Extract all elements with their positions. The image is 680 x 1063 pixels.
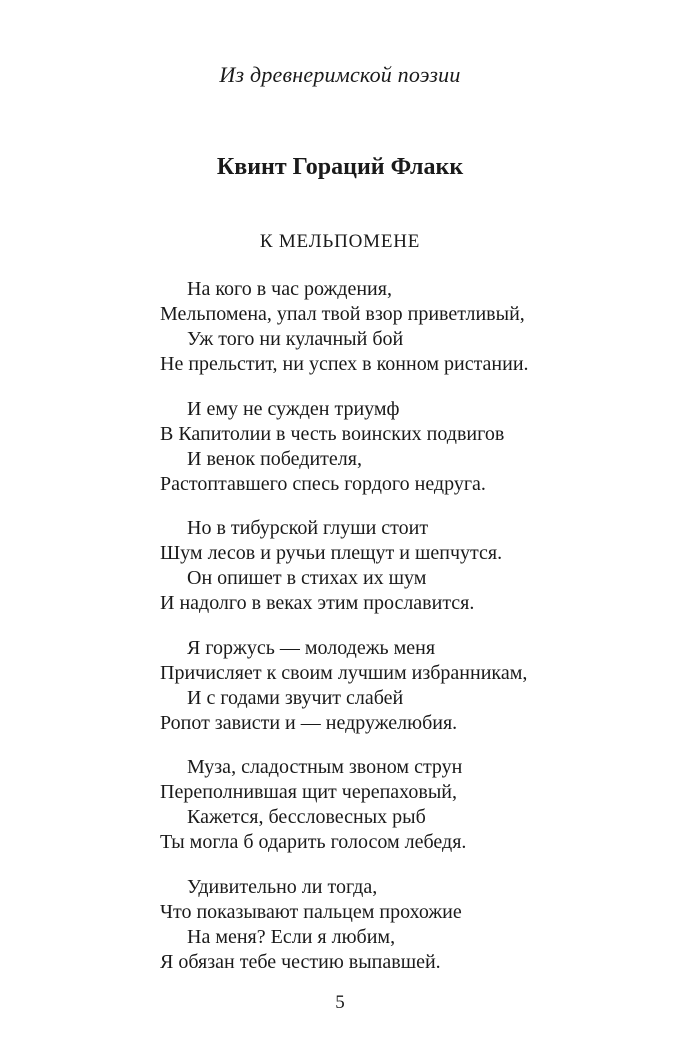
poem-line: Я обязан тебе честию выпавшей. (160, 950, 441, 973)
stanza-1 (160, 277, 660, 377)
poem-line: На меня? Если я любим, (187, 925, 396, 948)
poem-line: Я горжусь — молодежь меня (187, 636, 436, 659)
poem-line: На кого в час рождения, (187, 278, 392, 300)
poem-line: Растоптавшего спесь гордого недруга. (160, 472, 486, 495)
poem-line: Мельпомена, упал твой взор приветливый, (160, 303, 525, 325)
poem-line: И надолго в веках этим прославится. (160, 592, 475, 614)
stanza-4 (160, 636, 660, 736)
author-heading: Квинт Гораций Флакк (216, 154, 464, 180)
poem-line: Муза, сладостным звоном струн (187, 756, 463, 778)
poem-title: К МЕЛЬПОМЕНЕ (259, 231, 421, 252)
stanza-2 (160, 397, 660, 497)
stanza-6 (160, 875, 660, 975)
page-number: 5 (335, 992, 345, 1013)
poem-line: Причисляет к своим лучшим избранникам, (160, 661, 528, 684)
poem-line: Не прельстит, ни успех в конном ристании. (160, 353, 529, 375)
poem-line: Шум лесов и ручьи плещут и шепчутся. (160, 542, 503, 564)
poem-line: Переполнившая щит черепаховый, (160, 781, 458, 803)
poem-line: Что показывают пальцем прохожие (160, 900, 462, 923)
poem-line: Удивительно ли тогда, (187, 875, 378, 898)
stanza-5 (160, 755, 660, 855)
poem-line: Ты могла б одарить голосом лебедя. (160, 831, 467, 853)
poem-body (160, 277, 660, 994)
poem-line: Уж того ни кулачный бой (187, 328, 404, 350)
stanza-3 (160, 516, 660, 616)
running-head: Из древнеримской поэзии (219, 62, 461, 87)
poem-line: Кажется, бессловесных рыб (187, 806, 426, 828)
poem-line: И венок победителя, (187, 447, 362, 470)
poem-line: Он опишет в стихах их шум (187, 567, 427, 589)
poem-line: Ропот зависти и — недружелюбия. (160, 711, 458, 734)
poem-line: И ему не сужден триумф (187, 397, 400, 420)
poem-line: И с годами звучит слабей (187, 686, 404, 709)
poem-line: В Капитолии в честь воинских подвигов (160, 422, 505, 445)
poem-line: Но в тибурской глуши стоит (187, 517, 429, 539)
